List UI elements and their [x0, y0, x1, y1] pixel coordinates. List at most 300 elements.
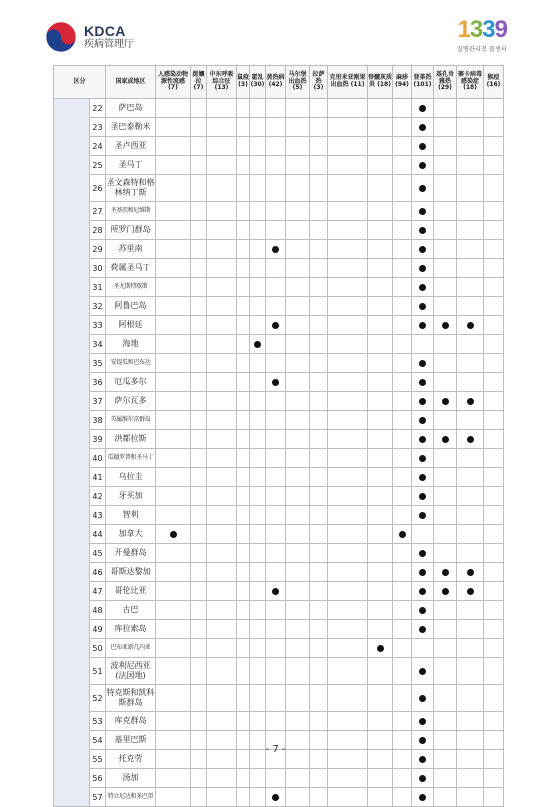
- table-row: [54, 769, 504, 788]
- disease-cell: [434, 99, 457, 118]
- disease-cell: [237, 601, 250, 620]
- disease-cell: [191, 601, 207, 620]
- country-name: 哥斯达黎加: [106, 563, 156, 582]
- disease-cell: [412, 769, 434, 788]
- disease-cell: [434, 685, 457, 712]
- occurrence-dot-icon: [419, 265, 426, 272]
- disease-cell: [266, 620, 286, 639]
- disease-cell: [250, 411, 266, 430]
- disease-cell: [328, 487, 368, 506]
- disease-cell: [250, 221, 266, 240]
- occurrence-dot-icon: [419, 569, 426, 576]
- disease-cell: [328, 658, 368, 685]
- disease-cell: [156, 582, 191, 601]
- occurrence-dot-icon: [419, 668, 426, 675]
- disease-cell: [286, 240, 310, 259]
- country-name: 基里巴斯: [106, 731, 156, 750]
- disease-cell: [434, 221, 457, 240]
- disease-cell: [286, 506, 310, 525]
- country-name: 圣基茨和尼维斯: [106, 202, 156, 221]
- disease-cell: [328, 316, 368, 335]
- country-name: 加拿大: [106, 525, 156, 544]
- disease-cell: [328, 99, 368, 118]
- disease-cell: [368, 563, 393, 582]
- disease-cell: [207, 297, 237, 316]
- row-number: 23: [90, 118, 106, 137]
- occurrence-dot-icon: [467, 398, 474, 405]
- disease-cell: [237, 156, 250, 175]
- disease-cell: [310, 601, 328, 620]
- row-number: 29: [90, 240, 106, 259]
- table-row: [54, 620, 504, 639]
- disease-cell: [156, 240, 191, 259]
- occurrence-dot-icon: [419, 360, 426, 367]
- taegeuk-icon: [44, 20, 78, 54]
- disease-cell: [207, 468, 237, 487]
- col-header-disease: 克里米亚刚果出血热 (11): [328, 66, 368, 99]
- disease-cell: [310, 278, 328, 297]
- disease-cell: [328, 563, 368, 582]
- disease-cell: [412, 685, 434, 712]
- disease-cell: [368, 354, 393, 373]
- disease-cell: [156, 685, 191, 712]
- disease-cell: [412, 506, 434, 525]
- disease-cell: [156, 449, 191, 468]
- disease-cell: [266, 99, 286, 118]
- table-row: [54, 297, 504, 316]
- disease-country-table: [53, 65, 504, 807]
- row-number: 45: [90, 544, 106, 563]
- disease-cell: [237, 658, 250, 685]
- disease-cell: [156, 354, 191, 373]
- row-number: 37: [90, 392, 106, 411]
- disease-cell: [286, 335, 310, 354]
- disease-cell: [412, 335, 434, 354]
- disease-cell: [191, 240, 207, 259]
- disease-cell: [457, 639, 484, 658]
- disease-cell: [368, 769, 393, 788]
- disease-cell: [191, 468, 207, 487]
- disease-cell: [266, 769, 286, 788]
- disease-cell: [484, 297, 504, 316]
- disease-cell: [250, 175, 266, 202]
- disease-cell: [412, 544, 434, 563]
- occurrence-dot-icon: [377, 645, 384, 652]
- disease-cell: [412, 259, 434, 278]
- disease-cell: [250, 563, 266, 582]
- disease-cell: [393, 449, 412, 468]
- row-number: 43: [90, 506, 106, 525]
- disease-cell: [286, 411, 310, 430]
- table-row: [54, 221, 504, 240]
- disease-cell: [191, 563, 207, 582]
- disease-cell: [207, 525, 237, 544]
- country-name: 开曼群岛: [106, 544, 156, 563]
- table-row: [54, 354, 504, 373]
- disease-cell: [286, 259, 310, 278]
- row-number: 52: [90, 685, 106, 712]
- disease-cell: [328, 544, 368, 563]
- disease-cell: [266, 278, 286, 297]
- disease-cell: [191, 411, 207, 430]
- disease-cell: [368, 411, 393, 430]
- disease-cell: [156, 506, 191, 525]
- disease-cell: [207, 658, 237, 685]
- disease-cell: [484, 202, 504, 221]
- disease-cell: [191, 544, 207, 563]
- row-number: 26: [90, 175, 106, 202]
- disease-cell: [434, 137, 457, 156]
- disease-cell: [328, 411, 368, 430]
- row-number: 32: [90, 297, 106, 316]
- occurrence-dot-icon: [419, 436, 426, 443]
- col-header-disease: 基孔肯雅热 (29): [434, 66, 457, 99]
- disease-cell: [484, 316, 504, 335]
- disease-cell: [368, 658, 393, 685]
- hotline-logo: [443, 18, 507, 54]
- disease-cell: [266, 788, 286, 807]
- country-name: 圣巴泰勒米: [106, 118, 156, 137]
- occurrence-dot-icon: [419, 303, 426, 310]
- disease-cell: [310, 658, 328, 685]
- disease-cell: [266, 221, 286, 240]
- disease-cell: [237, 685, 250, 712]
- disease-cell: [328, 468, 368, 487]
- disease-cell: [266, 468, 286, 487]
- disease-cell: [207, 259, 237, 278]
- disease-cell: [434, 563, 457, 582]
- disease-cell: [191, 712, 207, 731]
- country-name: 库克群岛: [106, 712, 156, 731]
- disease-cell: [156, 788, 191, 807]
- table-row: [54, 506, 504, 525]
- disease-cell: [412, 118, 434, 137]
- disease-cell: [328, 601, 368, 620]
- disease-cell: [191, 175, 207, 202]
- disease-cell: [250, 156, 266, 175]
- disease-cell: [393, 639, 412, 658]
- table-row: [54, 156, 504, 175]
- disease-cell: [457, 788, 484, 807]
- disease-cell: [237, 354, 250, 373]
- occurrence-dot-icon: [419, 550, 426, 557]
- disease-cell: [191, 487, 207, 506]
- disease-cell: [393, 335, 412, 354]
- disease-cell: [207, 411, 237, 430]
- disease-cell: [434, 601, 457, 620]
- disease-cell: [434, 411, 457, 430]
- page-header: [0, 0, 551, 62]
- disease-cell: [328, 221, 368, 240]
- disease-cell: [457, 582, 484, 601]
- disease-cell: [328, 712, 368, 731]
- disease-cell: [237, 506, 250, 525]
- disease-cell: [250, 506, 266, 525]
- col-header-disease: 拨孃拉 (7): [191, 66, 207, 99]
- disease-cell: [484, 373, 504, 392]
- disease-cell: [310, 354, 328, 373]
- disease-cell: [310, 788, 328, 807]
- disease-cell: [310, 335, 328, 354]
- disease-cell: [286, 685, 310, 712]
- disease-cell: [484, 449, 504, 468]
- disease-cell: [328, 354, 368, 373]
- disease-cell: [156, 99, 191, 118]
- row-number: 30: [90, 259, 106, 278]
- disease-cell: [191, 99, 207, 118]
- disease-cell: [191, 335, 207, 354]
- disease-cell: [434, 392, 457, 411]
- disease-cell: [328, 525, 368, 544]
- disease-cell: [286, 118, 310, 137]
- disease-cell: [328, 430, 368, 449]
- disease-cell: [310, 297, 328, 316]
- disease-cell: [457, 487, 484, 506]
- disease-cell: [393, 685, 412, 712]
- disease-cell: [250, 373, 266, 392]
- col-header-disease: 中东呼吸综合征 (13): [207, 66, 237, 99]
- disease-cell: [207, 544, 237, 563]
- disease-cell: [393, 712, 412, 731]
- disease-cell: [286, 202, 310, 221]
- disease-cell: [434, 468, 457, 487]
- table-row: [54, 137, 504, 156]
- disease-cell: [328, 202, 368, 221]
- disease-cell: [457, 712, 484, 731]
- disease-cell: [237, 468, 250, 487]
- disease-cell: [457, 221, 484, 240]
- disease-cell: [484, 156, 504, 175]
- disease-cell: [191, 685, 207, 712]
- disease-cell: [286, 769, 310, 788]
- occurrence-dot-icon: [419, 379, 426, 386]
- table-row: [54, 430, 504, 449]
- disease-cell: [250, 316, 266, 335]
- disease-cell: [310, 99, 328, 118]
- table-row: [54, 582, 504, 601]
- disease-cell: [328, 506, 368, 525]
- disease-cell: [393, 175, 412, 202]
- disease-cell: [286, 788, 310, 807]
- disease-cell: [286, 468, 310, 487]
- disease-cell: [237, 639, 250, 658]
- disease-cell: [250, 685, 266, 712]
- disease-cell: [457, 411, 484, 430]
- disease-cell: [237, 769, 250, 788]
- disease-cell: [368, 639, 393, 658]
- occurrence-dot-icon: [419, 284, 426, 291]
- col-header-disease: 黄热病 (42): [266, 66, 286, 99]
- disease-cell: [250, 601, 266, 620]
- disease-cell: [368, 278, 393, 297]
- disease-cell: [434, 506, 457, 525]
- disease-cell: [328, 685, 368, 712]
- disease-cell: [484, 788, 504, 807]
- disease-cell: [484, 175, 504, 202]
- disease-cell: [434, 712, 457, 731]
- col-header-disease: 猴痘 (16): [484, 66, 504, 99]
- disease-cell: [310, 582, 328, 601]
- disease-cell: [250, 278, 266, 297]
- disease-cell: [156, 544, 191, 563]
- disease-cell: [434, 316, 457, 335]
- disease-cell: [484, 769, 504, 788]
- occurrence-dot-icon: [272, 794, 279, 801]
- disease-cell: [328, 240, 368, 259]
- country-name: 托克劳: [106, 750, 156, 769]
- disease-cell: [328, 335, 368, 354]
- disease-cell: [484, 411, 504, 430]
- row-number: 31: [90, 278, 106, 297]
- disease-cell: [266, 316, 286, 335]
- disease-cell: [156, 156, 191, 175]
- disease-cell: [207, 601, 237, 620]
- disease-cell: [286, 156, 310, 175]
- disease-cell: [457, 316, 484, 335]
- col-header-disease: 脊髓灰质炎 (18): [368, 66, 393, 99]
- disease-cell: [207, 278, 237, 297]
- occurrence-dot-icon: [442, 588, 449, 595]
- disease-cell: [412, 99, 434, 118]
- row-number: 34: [90, 335, 106, 354]
- occurrence-dot-icon: [419, 455, 426, 462]
- disease-cell: [310, 449, 328, 468]
- disease-cell: [412, 712, 434, 731]
- disease-cell: [393, 582, 412, 601]
- disease-cell: [310, 685, 328, 712]
- disease-cell: [286, 487, 310, 506]
- disease-cell: [286, 563, 310, 582]
- disease-cell: [412, 525, 434, 544]
- disease-cell: [328, 297, 368, 316]
- disease-cell: [266, 259, 286, 278]
- disease-cell: [207, 316, 237, 335]
- row-number: 51: [90, 658, 106, 685]
- row-number: 50: [90, 639, 106, 658]
- disease-cell: [412, 582, 434, 601]
- occurrence-dot-icon: [467, 569, 474, 576]
- disease-cell: [191, 221, 207, 240]
- disease-cell: [457, 354, 484, 373]
- disease-cell: [191, 259, 207, 278]
- disease-cell: [368, 506, 393, 525]
- disease-cell: [156, 373, 191, 392]
- disease-cell: [412, 601, 434, 620]
- disease-cell: [286, 316, 310, 335]
- disease-cell: [250, 392, 266, 411]
- disease-cell: [457, 449, 484, 468]
- col-header-country: 国家或地区: [106, 66, 156, 99]
- disease-cell: [207, 563, 237, 582]
- disease-cell: [207, 712, 237, 731]
- country-name: 智利: [106, 506, 156, 525]
- disease-cell: [393, 620, 412, 639]
- disease-cell: [286, 582, 310, 601]
- disease-cell: [484, 221, 504, 240]
- table-row: [54, 712, 504, 731]
- disease-cell: [266, 411, 286, 430]
- disease-cell: [266, 525, 286, 544]
- disease-cell: [266, 712, 286, 731]
- disease-cell: [250, 712, 266, 731]
- disease-cell: [286, 392, 310, 411]
- row-number: 39: [90, 430, 106, 449]
- disease-cell: [393, 468, 412, 487]
- disease-cell: [207, 118, 237, 137]
- row-number: 48: [90, 601, 106, 620]
- disease-cell: [237, 221, 250, 240]
- disease-cell: [412, 316, 434, 335]
- disease-cell: [237, 449, 250, 468]
- row-number: 38: [90, 411, 106, 430]
- disease-cell: [250, 449, 266, 468]
- disease-cell: [484, 544, 504, 563]
- disease-cell: [328, 373, 368, 392]
- disease-cell: [237, 373, 250, 392]
- disease-cell: [310, 487, 328, 506]
- disease-cell: [207, 137, 237, 156]
- disease-cell: [156, 297, 191, 316]
- disease-cell: [266, 506, 286, 525]
- disease-cell: [328, 392, 368, 411]
- disease-cell: [457, 297, 484, 316]
- disease-cell: [412, 639, 434, 658]
- disease-cell: [412, 297, 434, 316]
- disease-cell: [328, 259, 368, 278]
- disease-cell: [484, 137, 504, 156]
- disease-cell: [393, 118, 412, 137]
- disease-cell: [237, 259, 250, 278]
- disease-cell: [266, 487, 286, 506]
- table-row: [54, 316, 504, 335]
- disease-cell: [156, 563, 191, 582]
- disease-cell: [191, 658, 207, 685]
- table-row: [54, 118, 504, 137]
- occurrence-dot-icon: [254, 341, 261, 348]
- table-row: [54, 601, 504, 620]
- disease-cell: [266, 202, 286, 221]
- row-number: 41: [90, 468, 106, 487]
- country-name: 所罗门群岛: [106, 221, 156, 240]
- country-name: 圣文森特和格林纳丁斯: [106, 175, 156, 202]
- table-row: [54, 449, 504, 468]
- disease-cell: [207, 354, 237, 373]
- disease-cell: [191, 620, 207, 639]
- disease-cell: [250, 788, 266, 807]
- disease-cell: [484, 525, 504, 544]
- disease-cell: [434, 658, 457, 685]
- disease-cell: [328, 582, 368, 601]
- occurrence-dot-icon: [442, 398, 449, 405]
- disease-cell: [412, 373, 434, 392]
- disease-cell: [250, 487, 266, 506]
- disease-cell: [368, 259, 393, 278]
- disease-cell: [368, 582, 393, 601]
- disease-cell: [266, 240, 286, 259]
- occurrence-dot-icon: [419, 794, 426, 801]
- disease-cell: [237, 392, 250, 411]
- disease-cell: [368, 335, 393, 354]
- page-number: - 7 -: [265, 744, 286, 755]
- table-row: [54, 175, 504, 202]
- disease-cell: [457, 99, 484, 118]
- disease-cell: [412, 658, 434, 685]
- table-row: [54, 392, 504, 411]
- disease-cell: [191, 137, 207, 156]
- disease-cell: [484, 563, 504, 582]
- disease-cell: [191, 316, 207, 335]
- disease-cell: [434, 156, 457, 175]
